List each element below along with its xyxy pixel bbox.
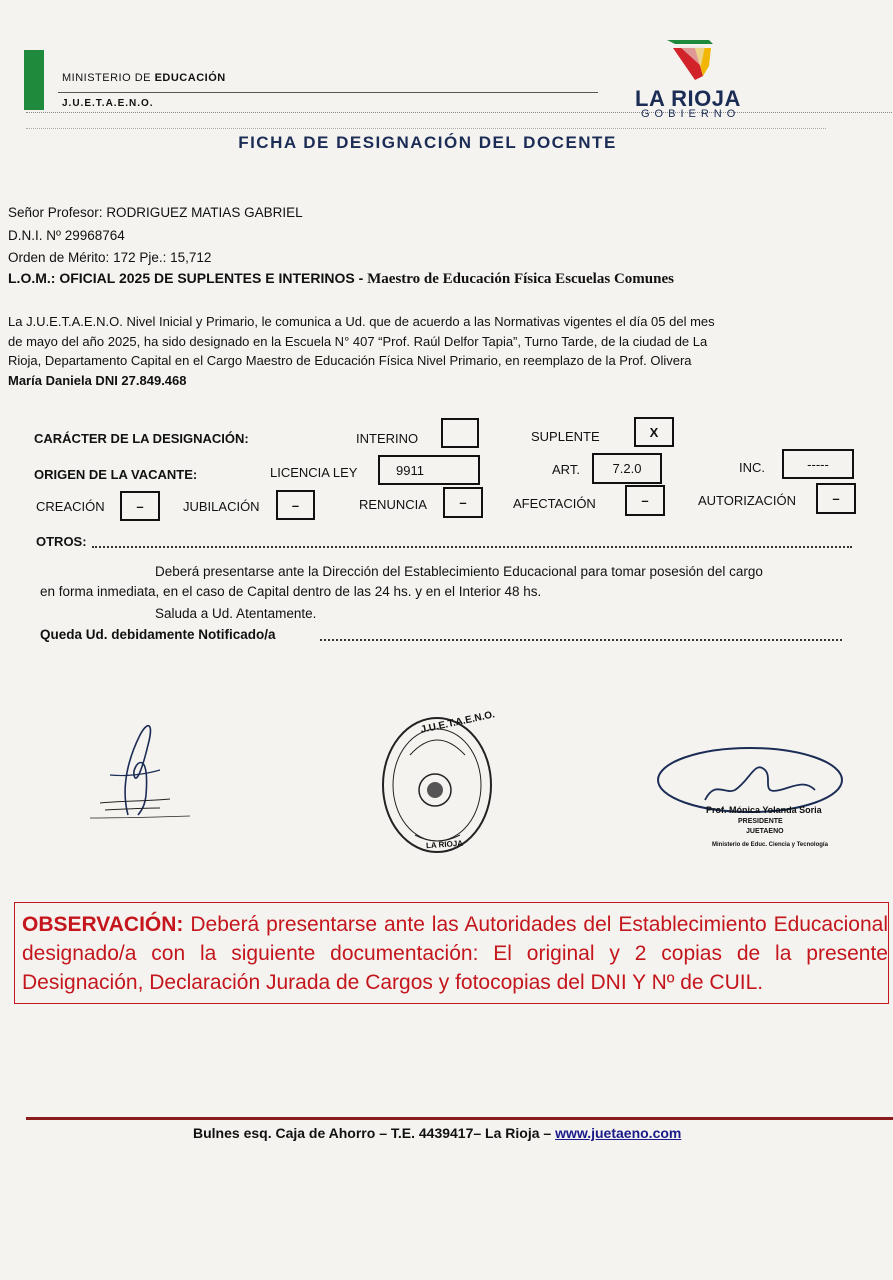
autorizacion-checkbox[interactable]: –: [816, 483, 856, 514]
footer-address: Bulnes esq. Caja de Ahorro – T.E. 4439417– La Rioja – www.juetaeno.com: [193, 1125, 682, 1141]
creacion-label: CREACIÓN: [36, 499, 105, 514]
lom-line: L.O.M.: OFICIAL 2025 DE SUPLENTES E INTERINOS - Maestro de Educación Física Escuelas Comunes: [8, 270, 674, 287]
header-divider-2: [26, 128, 826, 130]
stamp-top-text: J.U.E.T.A.E.N.O.: [419, 709, 496, 736]
designation-paragraph: La J.U.E.T.A.E.N.O. Nivel Inicial y Primario, le comunica a Ud. que de acuerdo a las Normativas vigentes el día 05 del mes de mayo del año 2025, ha sido designado en la Escuela N° 407 “Prof. Raúl Delfor Tapia”, Turno Tarde, de la ciudad de La Rioja, Departamento Capital en el Cargo Maestro de Educación Física Nivel Primario, en reemplazo de la Prof. Olivera María Daniela DNI 27.849.468: [8, 314, 715, 388]
licencia-field[interactable]: 9911: [378, 455, 480, 485]
suplente-checkbox[interactable]: X: [634, 417, 674, 447]
left-signature-icon: [90, 715, 210, 830]
footer-website-link[interactable]: www.juetaeno.com: [555, 1125, 682, 1141]
right-signatory-name: Prof. Mónica Yolanda Soria: [706, 805, 822, 815]
closing-line-2: en forma inmediata, en el caso de Capital dentro de las 24 hs. y en el Interior 48 hs.: [40, 584, 542, 599]
licencia-label: LICENCIA LEY: [270, 465, 358, 480]
otros-line[interactable]: [92, 545, 852, 548]
notified-line[interactable]: [320, 638, 842, 641]
jubilacion-label: JUBILACIÓN: [183, 499, 260, 514]
autorizacion-label: AUTORIZACIÓN: [698, 493, 796, 508]
creacion-checkbox[interactable]: –: [120, 491, 160, 521]
dni-line: D.N.I. Nº 29968764: [8, 228, 125, 243]
ministry-green-bar: [24, 50, 44, 110]
inc-label: INC.: [739, 460, 765, 475]
interino-label: INTERINO: [356, 431, 419, 446]
closing-line-1: Deberá presentarse ante la Dirección del Establecimiento Educacional para tomar posesión del cargo: [155, 564, 763, 579]
juetaeno-stamp-icon: [380, 715, 495, 857]
la-rioja-logo-icon: [665, 36, 715, 84]
interino-checkbox[interactable]: [441, 418, 479, 448]
orden-line: Orden de Mérito: 172 Pje.: 15,712: [8, 250, 212, 265]
renuncia-label: RENUNCIA: [359, 497, 427, 512]
otros-label: OTROS:: [36, 534, 87, 549]
stamp-bottom-text: LA RIOJA: [425, 838, 464, 851]
notified-label: Queda Ud. debidamente Notificado/a: [40, 627, 276, 642]
afectacion-label: AFECTACIÓN: [513, 496, 596, 511]
caracter-label: CARÁCTER DE LA DESIGNACIÓN:: [34, 431, 249, 446]
observation-text: OBSERVACIÓN: Deberá presentarse ante las Autoridades del Establecimiento Educacional designado/a con la siguiente documentación: El original y 2 copias de la presente Designación, Declaración Jurada de Cargos y fotocopias del DNI Y Nº de CUIL.: [22, 913, 888, 994]
right-signatory-dept: Ministerio de Educ. Ciencia y Tecnología: [712, 842, 828, 848]
right-signatory-org: JUETAENO: [746, 828, 784, 835]
art-label: ART.: [552, 462, 580, 477]
ministry-name: MINISTERIO DE EDUCACIÓN: [62, 72, 226, 84]
right-signatory-role: PRESIDENTE: [738, 818, 783, 825]
logo-text: LA RIOJA: [635, 86, 741, 111]
professor-line: Señor Profesor: RODRIGUEZ MATIAS GABRIEL: [8, 205, 303, 220]
suplente-label: SUPLENTE: [531, 429, 600, 444]
header-divider: [26, 112, 893, 114]
jubilacion-checkbox[interactable]: –: [276, 490, 315, 520]
renuncia-checkbox[interactable]: –: [443, 487, 483, 518]
art-field[interactable]: 7.2.0: [592, 453, 662, 484]
footer-rule: [26, 1117, 893, 1120]
logo-subtitle: GOBIERNO: [641, 108, 741, 120]
origen-label: ORIGEN DE LA VACANTE:: [34, 467, 198, 482]
inc-field[interactable]: -----: [782, 449, 854, 479]
document-title: FICHA DE DESIGNACIÓN DEL DOCENTE: [238, 133, 617, 152]
org-name: J.U.E.T.A.E.N.O.: [62, 98, 154, 109]
closing-line-3: Saluda a Ud. Atentamente.: [155, 606, 317, 621]
header-rule: [58, 92, 598, 93]
afectacion-checkbox[interactable]: –: [625, 485, 665, 516]
